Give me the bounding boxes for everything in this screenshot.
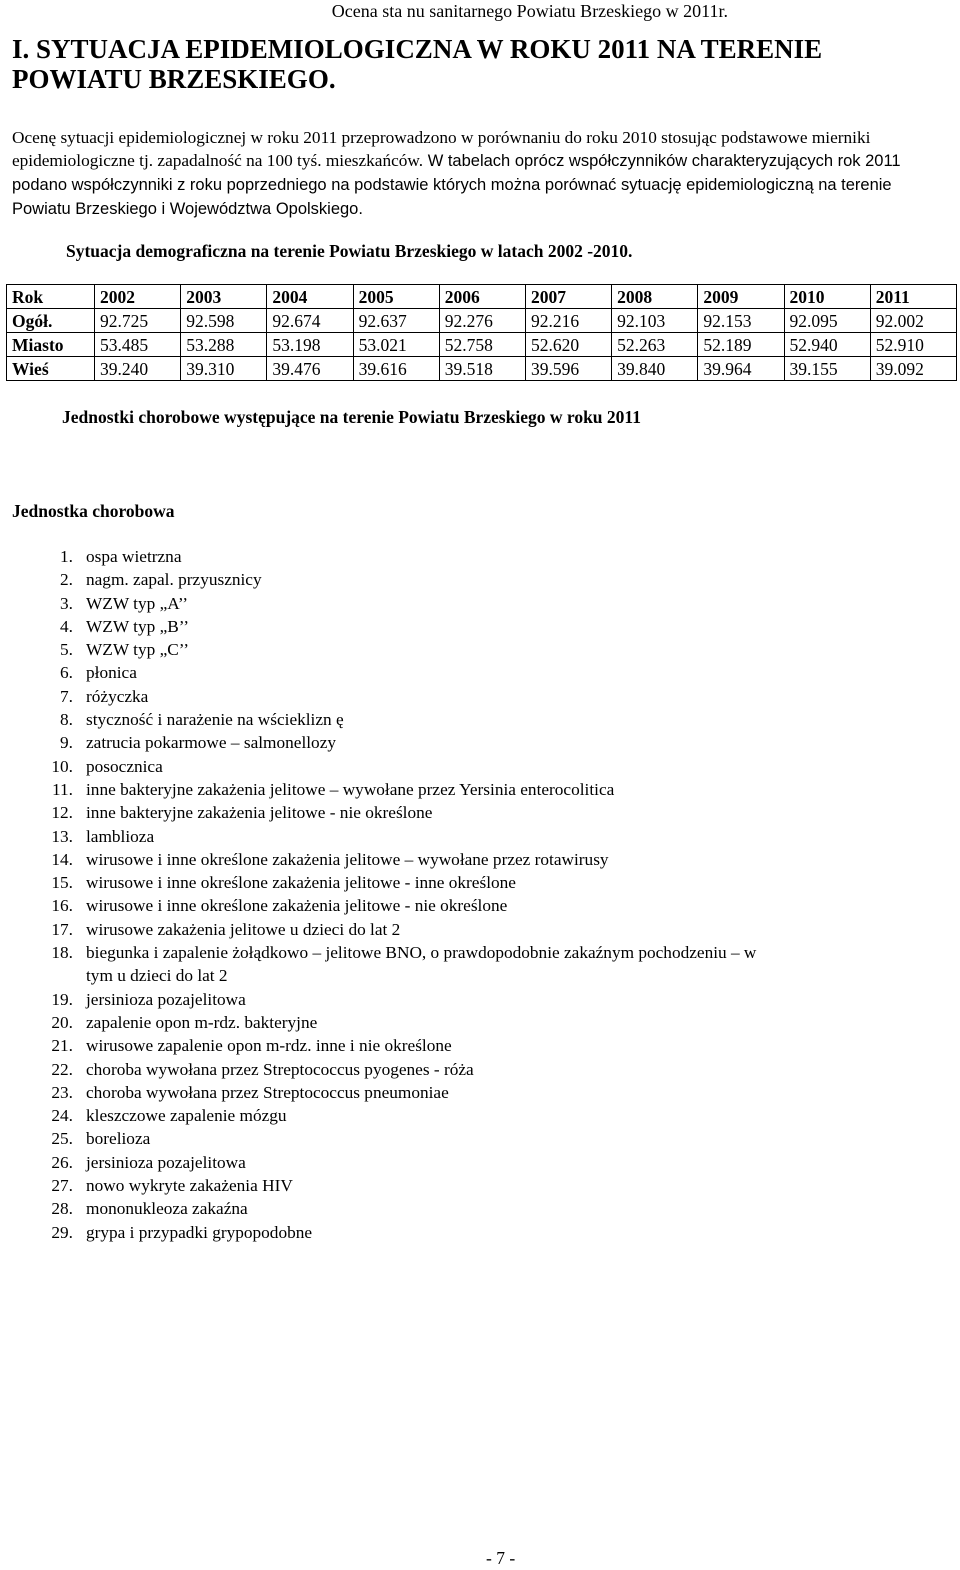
list-item [0, 988, 786, 1011]
page-number: - 7 - [486, 1548, 516, 1568]
item-text: kleszczowe zapalenie mózgu [86, 1106, 287, 1126]
item-number: 28. [51, 1199, 73, 1219]
list-item [0, 731, 786, 754]
value-cell: 92.674 [267, 309, 353, 333]
table-row-village [7, 357, 957, 381]
item-text: wirusowe zapalenie opon m-rdz. inne i nie określone [86, 1036, 452, 1056]
header-label-cell: Rok [7, 285, 95, 309]
value-cell: 92.637 [353, 309, 439, 333]
list-item [0, 871, 786, 894]
item-number: 18. [51, 943, 73, 963]
value-cell: 39.518 [439, 357, 525, 381]
running-header: Ocena sta nu sanitarnego Powiatu Brzeskiego w 2011r. [331, 1, 728, 21]
item-text: inne bakteryjne zakażenia jelitowe – wywołane przez Yersinia enterocolitica [86, 779, 615, 799]
value-cell: 92.103 [612, 309, 698, 333]
value-cell: 52.189 [698, 333, 784, 357]
year-cell: 2006 [439, 285, 525, 309]
value-cell: 39.092 [870, 357, 956, 381]
item-text: ospa wietrzna [86, 547, 182, 566]
item-text: styczność i narażenie na wścieklizn ę [86, 710, 344, 730]
value-cell: 92.276 [439, 309, 525, 333]
value-cell: 92.598 [181, 309, 267, 333]
item-number: 20. [51, 1012, 73, 1032]
item-number: 3. [60, 593, 73, 613]
value-cell: 92.153 [698, 309, 784, 333]
item-number: 29. [51, 1222, 73, 1242]
list-item [0, 1104, 786, 1127]
section-title-line-2: POWIATU BRZESKIEGO. [12, 64, 336, 94]
section-title [12, 34, 932, 94]
list-item [0, 1011, 786, 1034]
list-item [0, 1174, 786, 1197]
item-number: 21. [51, 1036, 73, 1056]
value-cell: 39.964 [698, 357, 784, 381]
list-item [0, 801, 786, 824]
disease-list-header: Jednostka chorobowa [12, 501, 175, 521]
list-item [0, 778, 786, 801]
item-number: 14. [51, 849, 73, 869]
item-text: grypa i przypadki grypopodobne [86, 1222, 313, 1242]
value-cell: 39.155 [784, 357, 870, 381]
value-cell: 53.021 [353, 333, 439, 357]
value-cell: 52.910 [870, 333, 956, 357]
item-number: 8. [60, 710, 73, 730]
list-item [0, 545, 786, 568]
item-text: WZW typ „B’’ [86, 616, 190, 636]
value-cell: 53.198 [267, 333, 353, 357]
list-item [0, 592, 786, 615]
item-number: 13. [51, 826, 73, 846]
item-text: WZW typ „C’’ [86, 640, 190, 660]
value-cell: 92.002 [870, 309, 956, 333]
row-label: Wieś [7, 357, 95, 381]
list-item [0, 661, 786, 684]
section-title-line-1: I. SYTUACJA EPIDEMIOLOGICZNA W ROKU 2011 NA TERENIE [12, 34, 823, 64]
value-cell: 52.940 [784, 333, 870, 357]
item-number: 23. [51, 1082, 73, 1102]
list-item [0, 894, 786, 917]
list-item [0, 1197, 786, 1220]
list-item [0, 1034, 786, 1057]
list-item [0, 685, 786, 708]
year-cell: 2004 [267, 285, 353, 309]
year-cell: 2009 [698, 285, 784, 309]
year-cell: 2003 [181, 285, 267, 309]
list-item [0, 1221, 786, 1244]
intro-paragraph [12, 126, 952, 221]
item-number: 22. [51, 1059, 73, 1079]
item-text: choroba wywołana przez Streptococcus pneumoniae [86, 1082, 449, 1102]
year-cell: 2002 [95, 285, 181, 309]
value-cell: 39.476 [267, 357, 353, 381]
item-text: płonica [86, 663, 137, 683]
value-cell: 53.288 [181, 333, 267, 357]
item-text: biegunka i zapalenie żołądkowo – jelitowe BNO, o prawdopodobnie zakaźnym pochodzeniu – w tym u dzieci do lat 2 [86, 943, 757, 986]
item-number: 26. [51, 1152, 73, 1172]
table-row-city [7, 333, 957, 357]
row-label: Miasto [7, 333, 95, 357]
list-item [0, 568, 786, 591]
diseases-section-title: Jednostki chorobowe występujące na terenie Powiatu Brzeskiego w roku 2011 [62, 407, 641, 427]
item-text: wirusowe zakażenia jelitowe u dzieci do lat 2 [86, 919, 401, 939]
row-label: Ogół. [7, 309, 95, 333]
table-row-total [7, 309, 957, 333]
item-number: 25. [51, 1129, 73, 1149]
disease-list [0, 545, 786, 1244]
year-cell: 2005 [353, 285, 439, 309]
intro-part-2: W tabelach oprócz współczynników charakteryzujących rok 2011 podano współczynniki z roku poprzedniego na podstawie których można porównać sytuację epidemiologiczną na terenie Powiatu Brzeskiego i Województwa Opolskiego. [12, 152, 901, 218]
value-cell: 39.240 [95, 357, 181, 381]
item-text: zatrucia pokarmowe – salmonellozy [86, 733, 337, 753]
item-text: inne bakteryjne zakażenia jelitowe - nie określone [86, 803, 433, 823]
table-header-row [7, 285, 957, 309]
item-number: 15. [51, 873, 73, 893]
item-number: 12. [51, 803, 73, 823]
item-number: 1. [60, 547, 73, 566]
value-cell: 92.095 [784, 309, 870, 333]
item-text: WZW typ „A’’ [86, 593, 189, 613]
item-number: 10. [51, 756, 73, 776]
item-number: 9. [60, 733, 73, 753]
year-cell: 2010 [784, 285, 870, 309]
item-number: 27. [51, 1176, 73, 1196]
item-number: 2. [60, 570, 73, 590]
value-cell: 53.485 [95, 333, 181, 357]
item-number: 17. [51, 919, 73, 939]
list-item [0, 848, 786, 871]
item-text: nagm. zapal. przyusznicy [86, 570, 262, 590]
list-item [0, 918, 786, 941]
item-number: 16. [51, 896, 73, 916]
value-cell: 52.620 [525, 333, 611, 357]
item-number: 5. [60, 640, 73, 660]
item-number: 7. [60, 686, 73, 706]
demographics-table-title: Sytuacja demograficzna na terenie Powiatu Brzeskiego w latach 2002 -2010. [66, 241, 633, 261]
item-text: różyczka [86, 686, 149, 706]
item-text: jersinioza pozajelitowa [86, 989, 246, 1009]
item-text: mononukleoza zakaźna [86, 1199, 248, 1219]
item-text: jersinioza pozajelitowa [86, 1152, 246, 1172]
value-cell: 92.216 [525, 309, 611, 333]
value-cell: 52.263 [612, 333, 698, 357]
item-number: 19. [51, 989, 73, 1009]
list-item [0, 825, 786, 848]
list-item [0, 755, 786, 778]
item-number: 11. [52, 779, 73, 799]
intro-part-1: Ocenę sytuacji epidemiologicznej w roku 2011 przeprowadzono w porównaniu do roku 2010 stosując podstawowe mierniki epidemiologiczne tj. zapadalność na 100 tyś. mieszkańców. [12, 128, 871, 170]
list-item [0, 708, 786, 731]
value-cell: 52.758 [439, 333, 525, 357]
item-text: nowo wykryte zakażenia HIV [86, 1176, 293, 1196]
value-cell: 39.616 [353, 357, 439, 381]
demographics-table [6, 284, 957, 381]
list-item [0, 615, 786, 638]
year-cell: 2011 [870, 285, 956, 309]
item-text: wirusowe i inne określone zakażenia jelitowe – wywołane przez rotawirusy [86, 849, 609, 869]
list-item [0, 1081, 786, 1104]
value-cell: 39.840 [612, 357, 698, 381]
list-item [0, 1127, 786, 1150]
value-cell: 39.596 [525, 357, 611, 381]
item-number: 4. [60, 616, 73, 636]
item-text: wirusowe i inne określone zakażenia jelitowe - inne określone [86, 873, 516, 893]
list-item [0, 638, 786, 661]
item-text: zapalenie opon m-rdz. bakteryjne [86, 1012, 318, 1032]
item-number: 24. [51, 1106, 73, 1126]
year-cell: 2008 [612, 285, 698, 309]
list-item [0, 1151, 786, 1174]
item-number: 6. [60, 663, 73, 683]
item-text: posocznica [86, 756, 163, 776]
value-cell: 39.310 [181, 357, 267, 381]
item-text: wirusowe i inne określone zakażenia jelitowe - nie określone [86, 896, 508, 916]
item-text: choroba wywołana przez Streptococcus pyogenes - róża [86, 1059, 474, 1079]
list-item [0, 941, 786, 988]
list-item [0, 1058, 786, 1081]
value-cell: 92.725 [95, 309, 181, 333]
year-cell: 2007 [525, 285, 611, 309]
item-text: lamblioza [86, 826, 155, 846]
item-text: borelioza [86, 1129, 151, 1149]
